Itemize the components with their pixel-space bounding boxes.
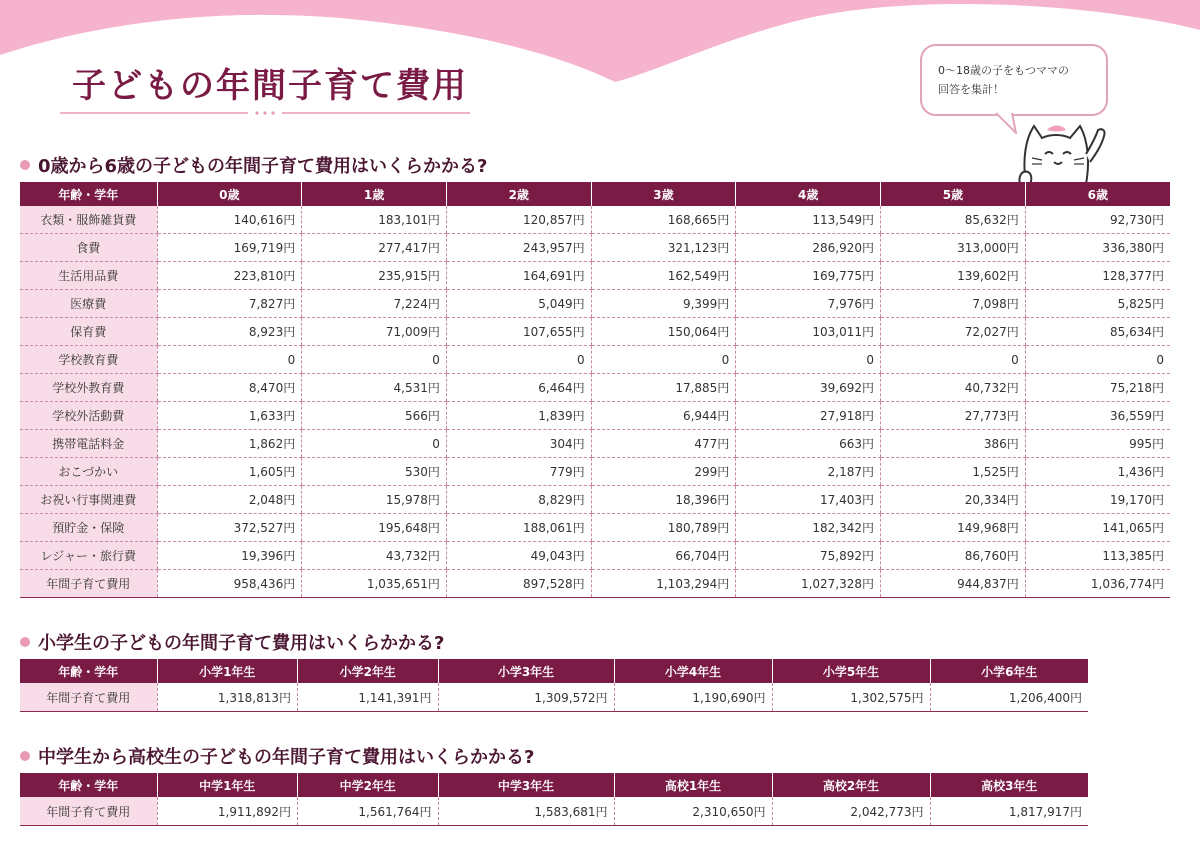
table-cell: 1,583,681円 bbox=[438, 797, 614, 826]
row-label: お祝い行事関連費 bbox=[20, 486, 157, 514]
column-header: 小学4年生 bbox=[614, 659, 772, 683]
table-cell: 1,309,572円 bbox=[438, 683, 614, 712]
column-header: 中学2年生 bbox=[298, 773, 439, 797]
cat-illustration-icon bbox=[1012, 118, 1112, 184]
table-cell: 663円 bbox=[736, 430, 881, 458]
table-cell: 8,470円 bbox=[157, 374, 302, 402]
table-cell: 20,334円 bbox=[881, 486, 1026, 514]
table-cell: 85,632円 bbox=[881, 206, 1026, 234]
table-header-row bbox=[20, 182, 1170, 206]
table-cell: 27,773円 bbox=[881, 402, 1026, 430]
bullet-dot-icon bbox=[20, 751, 30, 761]
table-row bbox=[20, 542, 1170, 570]
table-cell: 120,857円 bbox=[446, 206, 591, 234]
column-header-label: 年齢・学年 bbox=[20, 773, 157, 797]
table-cell: 169,775円 bbox=[736, 262, 881, 290]
row-label: 年間子育て費用 bbox=[20, 797, 157, 826]
table-cell: 372,527円 bbox=[157, 514, 302, 542]
row-label: 学校外活動費 bbox=[20, 402, 157, 430]
table-cell: 39,692円 bbox=[736, 374, 881, 402]
table-cell: 180,789円 bbox=[591, 514, 736, 542]
table-header-row bbox=[20, 773, 1088, 797]
column-header: 2歳 bbox=[446, 182, 591, 206]
row-label: おこづかい bbox=[20, 458, 157, 486]
table-cell: 15,978円 bbox=[302, 486, 447, 514]
table-cell: 1,862円 bbox=[157, 430, 302, 458]
table-row bbox=[20, 514, 1170, 542]
table-cell: 0 bbox=[736, 346, 881, 374]
table-cell: 1,318,813円 bbox=[157, 683, 298, 712]
row-label: 生活用品費 bbox=[20, 262, 157, 290]
table-cell: 66,704円 bbox=[591, 542, 736, 570]
table-cell: 17,885円 bbox=[591, 374, 736, 402]
section1-title-text: 0歳から6歳の子どもの年間子育て費用はいくらかかる? bbox=[38, 156, 488, 177]
table-cell: 1,035,651円 bbox=[302, 570, 447, 598]
table-cell: 944,837円 bbox=[881, 570, 1026, 598]
table-row bbox=[20, 430, 1170, 458]
row-label: 衣類・服飾雑貨費 bbox=[20, 206, 157, 234]
bubble-text-line1: 0〜18歳の子をもつママの bbox=[938, 64, 1069, 77]
section2-title-text: 小学生の子どもの年間子育て費用はいくらかかる? bbox=[38, 633, 445, 654]
table-cell: 1,839円 bbox=[446, 402, 591, 430]
table-cell: 313,000円 bbox=[881, 234, 1026, 262]
table-cell: 1,027,328円 bbox=[736, 570, 881, 598]
table-cell: 0 bbox=[302, 346, 447, 374]
table-cell: 162,549円 bbox=[591, 262, 736, 290]
table-cell: 183,101円 bbox=[302, 206, 447, 234]
table-cell: 141,065円 bbox=[1025, 514, 1170, 542]
table-cell: 530円 bbox=[302, 458, 447, 486]
table-cell: 477円 bbox=[591, 430, 736, 458]
table-cell: 2,310,650円 bbox=[614, 797, 772, 826]
column-header-label: 年齢・学年 bbox=[20, 182, 157, 206]
section3-title-text: 中学生から高校生の子どもの年間子育て費用はいくらかかる? bbox=[38, 747, 535, 768]
table-row bbox=[20, 290, 1170, 318]
table-cell: 5,825円 bbox=[1025, 290, 1170, 318]
table-cell: 92,730円 bbox=[1025, 206, 1170, 234]
row-label: 年間子育て費用 bbox=[20, 570, 157, 598]
column-header: 高校3年生 bbox=[930, 773, 1088, 797]
table-cell: 299円 bbox=[591, 458, 736, 486]
table-cell: 336,380円 bbox=[1025, 234, 1170, 262]
table-cell: 49,043円 bbox=[446, 542, 591, 570]
bullet-dot-icon bbox=[20, 637, 30, 647]
table-cell: 321,123円 bbox=[591, 234, 736, 262]
table-cell: 286,920円 bbox=[736, 234, 881, 262]
table-cell: 9,399円 bbox=[591, 290, 736, 318]
table-cell: 182,342円 bbox=[736, 514, 881, 542]
table-cell: 140,616円 bbox=[157, 206, 302, 234]
bubble-text-line2: 回答を集計！ bbox=[938, 83, 1004, 96]
table-cell: 150,064円 bbox=[591, 318, 736, 346]
page-title: 子どもの年間子育て費用 bbox=[72, 66, 468, 106]
table-cell: 128,377円 bbox=[1025, 262, 1170, 290]
row-label: 預貯金・保険 bbox=[20, 514, 157, 542]
table-row bbox=[20, 797, 1088, 826]
table-row bbox=[20, 402, 1170, 430]
table-cell: 19,396円 bbox=[157, 542, 302, 570]
table-cell: 71,009円 bbox=[302, 318, 447, 346]
table-cell: 107,655円 bbox=[446, 318, 591, 346]
row-label: 保育費 bbox=[20, 318, 157, 346]
table-row bbox=[20, 683, 1088, 712]
table-cell: 1,911,892円 bbox=[157, 797, 298, 826]
column-header: 小学5年生 bbox=[772, 659, 930, 683]
cost-table-junior-senior-high bbox=[20, 773, 1088, 826]
table-row bbox=[20, 346, 1170, 374]
table-cell: 27,918円 bbox=[736, 402, 881, 430]
table-row bbox=[20, 262, 1170, 290]
table-cell: 1,302,575円 bbox=[772, 683, 930, 712]
table-cell: 1,525円 bbox=[881, 458, 1026, 486]
table-cell: 7,827円 bbox=[157, 290, 302, 318]
column-header-label: 年齢・学年 bbox=[20, 659, 157, 683]
table-cell: 164,691円 bbox=[446, 262, 591, 290]
table-cell: 2,187円 bbox=[736, 458, 881, 486]
table-cell: 5,049円 bbox=[446, 290, 591, 318]
table-cell: 1,561,764円 bbox=[298, 797, 439, 826]
row-label: レジャー・旅行費 bbox=[20, 542, 157, 570]
table-cell: 0 bbox=[446, 346, 591, 374]
table-cell: 0 bbox=[1025, 346, 1170, 374]
table-cell: 1,633円 bbox=[157, 402, 302, 430]
column-header: 3歳 bbox=[591, 182, 736, 206]
table-cell: 7,976円 bbox=[736, 290, 881, 318]
table-cell: 2,042,773円 bbox=[772, 797, 930, 826]
cost-table-elementary bbox=[20, 659, 1088, 712]
column-header: 小学3年生 bbox=[438, 659, 614, 683]
table-cell: 1,103,294円 bbox=[591, 570, 736, 598]
table-cell: 6,944円 bbox=[591, 402, 736, 430]
table-cell: 188,061円 bbox=[446, 514, 591, 542]
table-cell: 149,968円 bbox=[881, 514, 1026, 542]
table-cell: 277,417円 bbox=[302, 234, 447, 262]
table-cell: 8,923円 bbox=[157, 318, 302, 346]
section2-title bbox=[20, 629, 444, 655]
table-row bbox=[20, 206, 1170, 234]
table-cell: 386円 bbox=[881, 430, 1026, 458]
table-cell: 2,048円 bbox=[157, 486, 302, 514]
column-header: 5歳 bbox=[881, 182, 1026, 206]
table-cell: 0 bbox=[302, 430, 447, 458]
table-row bbox=[20, 486, 1170, 514]
section3-title bbox=[20, 743, 534, 769]
table-cell: 958,436円 bbox=[157, 570, 302, 598]
column-header: 1歳 bbox=[302, 182, 447, 206]
row-label: 医療費 bbox=[20, 290, 157, 318]
table-cell: 1,436円 bbox=[1025, 458, 1170, 486]
table-cell: 779円 bbox=[446, 458, 591, 486]
table-cell: 169,719円 bbox=[157, 234, 302, 262]
column-header: 中学3年生 bbox=[438, 773, 614, 797]
table-cell: 235,915円 bbox=[302, 262, 447, 290]
table-cell: 139,602円 bbox=[881, 262, 1026, 290]
table-row bbox=[20, 318, 1170, 346]
column-header: 高校1年生 bbox=[614, 773, 772, 797]
table-cell: 85,634円 bbox=[1025, 318, 1170, 346]
table-cell: 1,036,774円 bbox=[1025, 570, 1170, 598]
table-cell: 75,218円 bbox=[1025, 374, 1170, 402]
title-divider bbox=[60, 108, 470, 118]
table-cell: 86,760円 bbox=[881, 542, 1026, 570]
column-header: 中学1年生 bbox=[157, 773, 298, 797]
column-header: 小学1年生 bbox=[157, 659, 298, 683]
table-header-row bbox=[20, 659, 1088, 683]
table-cell: 72,027円 bbox=[881, 318, 1026, 346]
table-cell: 113,549円 bbox=[736, 206, 881, 234]
table-cell: 1,605円 bbox=[157, 458, 302, 486]
table-cell: 19,170円 bbox=[1025, 486, 1170, 514]
column-header: 小学6年生 bbox=[930, 659, 1088, 683]
table-cell: 0 bbox=[591, 346, 736, 374]
table-cell: 8,829円 bbox=[446, 486, 591, 514]
table-cell: 36,559円 bbox=[1025, 402, 1170, 430]
table-row bbox=[20, 234, 1170, 262]
row-label: 食費 bbox=[20, 234, 157, 262]
column-header: 0歳 bbox=[157, 182, 302, 206]
table-cell: 897,528円 bbox=[446, 570, 591, 598]
table-cell: 223,810円 bbox=[157, 262, 302, 290]
table-row bbox=[20, 458, 1170, 486]
column-header: 4歳 bbox=[736, 182, 881, 206]
row-label: 携帯電話料金 bbox=[20, 430, 157, 458]
table-cell: 1,206,400円 bbox=[930, 683, 1088, 712]
table-cell: 1,141,391円 bbox=[298, 683, 439, 712]
table-cell: 1,817,917円 bbox=[930, 797, 1088, 826]
table-cell: 0 bbox=[157, 346, 302, 374]
table-cell: 566円 bbox=[302, 402, 447, 430]
row-label: 学校外教育費 bbox=[20, 374, 157, 402]
table-cell: 243,957円 bbox=[446, 234, 591, 262]
table-cell: 40,732円 bbox=[881, 374, 1026, 402]
column-header: 6歳 bbox=[1025, 182, 1170, 206]
row-label: 学校教育費 bbox=[20, 346, 157, 374]
table-cell: 75,892円 bbox=[736, 542, 881, 570]
table-cell: 17,403円 bbox=[736, 486, 881, 514]
section1-title bbox=[20, 152, 488, 178]
table-cell: 0 bbox=[881, 346, 1026, 374]
table-cell: 4,531円 bbox=[302, 374, 447, 402]
column-header: 小学2年生 bbox=[298, 659, 439, 683]
table-cell: 995円 bbox=[1025, 430, 1170, 458]
table-row bbox=[20, 374, 1170, 402]
table-cell: 195,648円 bbox=[302, 514, 447, 542]
table-cell: 1,190,690円 bbox=[614, 683, 772, 712]
table-cell: 168,665円 bbox=[591, 206, 736, 234]
table-cell: 7,224円 bbox=[302, 290, 447, 318]
table-cell: 7,098円 bbox=[881, 290, 1026, 318]
table-row bbox=[20, 570, 1170, 598]
cost-table-age-0-6 bbox=[20, 182, 1170, 598]
table-cell: 18,396円 bbox=[591, 486, 736, 514]
table-cell: 43,732円 bbox=[302, 542, 447, 570]
table-cell: 103,011円 bbox=[736, 318, 881, 346]
column-header: 高校2年生 bbox=[772, 773, 930, 797]
table-cell: 304円 bbox=[446, 430, 591, 458]
row-label: 年間子育て費用 bbox=[20, 683, 157, 712]
table-cell: 6,464円 bbox=[446, 374, 591, 402]
table-cell: 113,385円 bbox=[1025, 542, 1170, 570]
bullet-dot-icon bbox=[20, 160, 30, 170]
